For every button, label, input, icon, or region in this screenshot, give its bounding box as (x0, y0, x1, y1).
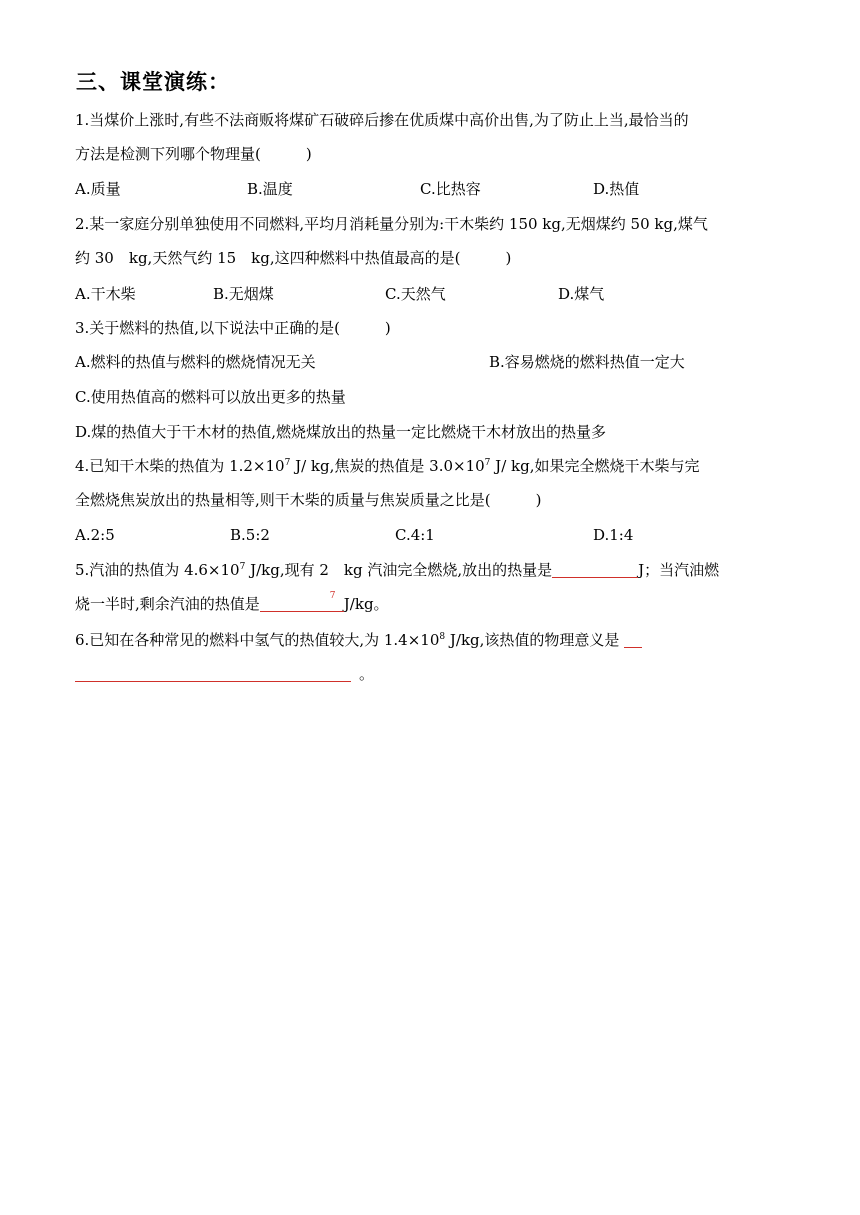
q4-line1 (75, 455, 699, 477)
q5-blank-heat[interactable] (552, 561, 638, 578)
q1-option-b: B.温度 (247, 180, 293, 198)
q5-line1 (75, 559, 719, 581)
q4-option-d: D.1:4 (593, 526, 634, 544)
q6-blank-meaning[interactable] (75, 665, 351, 682)
q3-option-a: A.燃料的热值与燃料的燃烧情况无关 (75, 353, 316, 371)
q6-text-a: 6.已知在各种常见的燃料中氢气的热值较大,为 1.4×10 (75, 631, 440, 649)
q2-option-b: B.无烟煤 (213, 285, 274, 303)
q6-end: 。 (359, 665, 375, 683)
q4-exponent-2: 7 (484, 458, 491, 468)
q4-line2: 全燃烧焦炭放出的热量相等,则干木柴的质量与焦炭质量之比是( ) (75, 491, 542, 509)
q3-line1: 3.关于燃料的热值,以下说法中正确的是( ) (75, 319, 391, 337)
q4-text-b: J/ kg,焦炭的热值是 3.0×10 (290, 457, 485, 475)
q4-option-c: C.4:1 (395, 526, 435, 544)
q1-line2: 方法是检测下列哪个物理量( ) (75, 145, 312, 163)
q4-option-a: A.2:5 (75, 526, 115, 544)
q5-text-c: J；当汽油燃 (638, 561, 720, 579)
q5-text-b: J/kg,现有 2 kg 汽油完全燃烧,放出的热量是 (245, 561, 553, 579)
q5-text-e: J/kg。 (343, 595, 389, 613)
q6-line1 (75, 629, 642, 651)
q1-option-d: D.热值 (593, 180, 640, 198)
q2-line2: 约 30 kg,天然气约 15 kg,这四种燃料中热值最高的是( ) (75, 249, 512, 267)
q5-blank-mark: 7 (329, 591, 336, 601)
q6-blank-start[interactable] (624, 631, 642, 648)
q2-option-a: A.干木柴 (75, 285, 136, 303)
q4-text-c: J/ kg,如果完全燃烧干木柴与完 (490, 457, 700, 475)
q5-line2 (75, 593, 389, 615)
q5-text-d: 烧一半时,剩余汽油的热值是 (75, 595, 260, 613)
q6-text-b: J/kg,该热值的物理意义是 (445, 631, 625, 649)
q3-option-c: C.使用热值高的燃料可以放出更多的热量 (75, 388, 346, 406)
q5-text-a: 5.汽油的热值为 4.6×10 (75, 561, 240, 579)
q6-exponent: 8 (439, 632, 446, 642)
q2-line1: 2.某一家庭分别单独使用不同燃料,平均月消耗量分别为:干木柴约 150 kg,无烟煤约 50 kg,煤气 (75, 215, 708, 233)
q5-blank-value[interactable] (260, 591, 344, 612)
q1-option-c: C.比热容 (420, 180, 481, 198)
q4-exponent-1: 7 (284, 458, 291, 468)
q6-line2 (75, 663, 374, 685)
q1-line1: 1.当煤价上涨时,有些不法商贩将煤矿石破碎后掺在优质煤中高价出售,为了防止上当,最恰当的 (75, 111, 689, 129)
section-title: 三、课堂演练： (76, 70, 230, 94)
q3-option-d: D.煤的热值大于干木材的热值,燃烧煤放出的热量一定比燃烧干木材放出的热量多 (75, 423, 607, 441)
q2-option-c: C.天然气 (385, 285, 446, 303)
q2-option-d: D.煤气 (558, 285, 605, 303)
q1-option-a: A.质量 (75, 180, 121, 198)
q5-exponent: 7 (239, 562, 246, 572)
q4-option-b: B.5:2 (230, 526, 270, 544)
q4-text-a: 4.已知干木柴的热值为 1.2×10 (75, 457, 285, 475)
q3-option-b: B.容易燃烧的燃料热值一定大 (489, 353, 685, 371)
